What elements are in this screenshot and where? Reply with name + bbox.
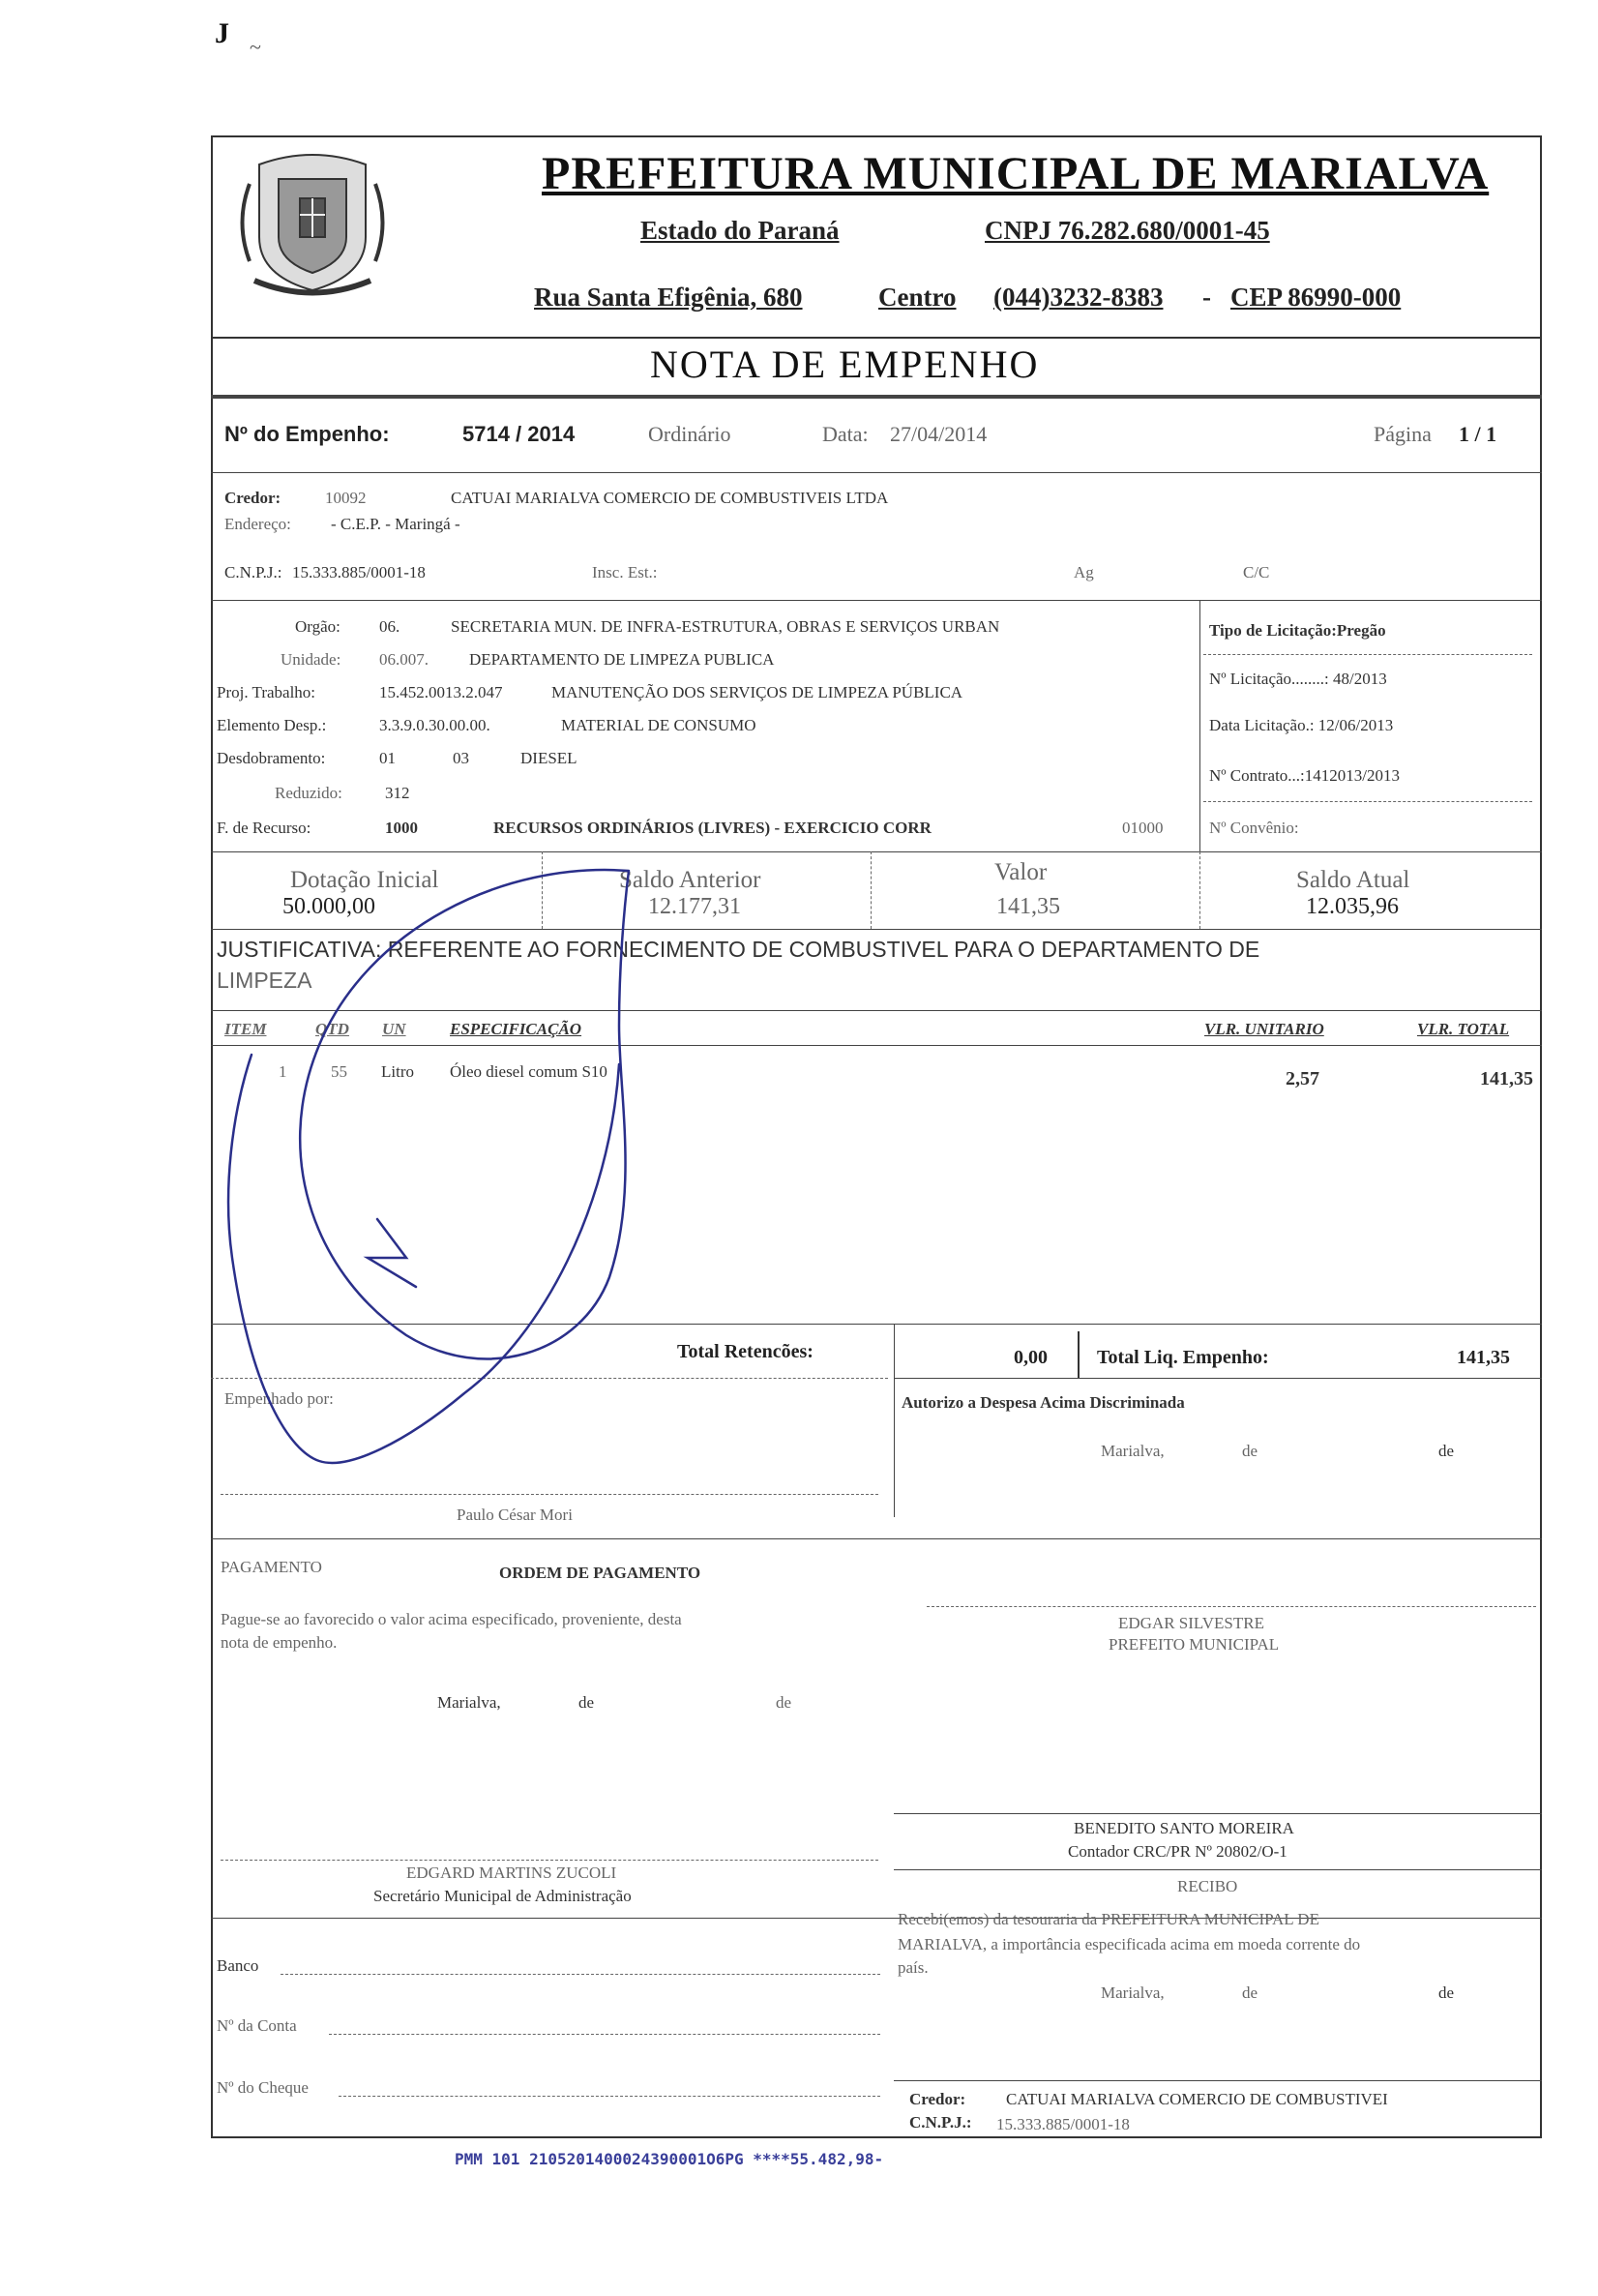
agency-label: Ag xyxy=(1074,563,1094,581)
pagamento-de1: de xyxy=(578,1693,595,1712)
state-name: Estado do Paraná xyxy=(640,216,840,245)
dotacao-value: 50.000,00 xyxy=(282,894,375,919)
divider xyxy=(1078,1331,1080,1378)
recibo-line1: Recebi(emos) da tesouraria da PREFEITURA MUNICIPAL DE xyxy=(898,1910,1319,1928)
col-vlr-total: VLR. TOTAL xyxy=(1417,1020,1510,1038)
numero-convenio: Nº Convênio: xyxy=(1209,819,1299,837)
numero-licitacao: Nº Licitação........: 48/2013 xyxy=(1209,670,1387,688)
cell-qtd: 55 xyxy=(331,1062,347,1081)
corner-mark: J xyxy=(215,17,229,49)
unidade-code: 06.007. xyxy=(379,650,429,669)
autorizo-label: Autorizo a Despesa Acima Discriminada xyxy=(902,1393,1185,1412)
prefeitura-title: PREFEITURA MUNICIPAL DE MARIALVA xyxy=(542,148,1490,199)
liq-empenho-label: Total Liq. Empenho: xyxy=(1097,1347,1269,1368)
address-label: Endereço: xyxy=(224,515,291,533)
orgao-label: Orgão: xyxy=(295,617,340,636)
divider xyxy=(894,1378,1542,1379)
col-un: UN xyxy=(382,1020,406,1038)
saldo-anterior-value: 12.177,31 xyxy=(648,894,741,919)
divider xyxy=(211,1010,1542,1011)
date-label: Data: xyxy=(822,422,869,446)
fonte-code: 1000 xyxy=(385,819,418,837)
divider xyxy=(211,851,1542,852)
separator: - xyxy=(1202,283,1211,312)
cell-un: Litro xyxy=(381,1062,414,1081)
recibo-city: Marialva, xyxy=(1101,1983,1165,2002)
tipo-licitacao: Tipo de Licitação:Pregão xyxy=(1209,621,1386,640)
recibo-de1: de xyxy=(1242,1983,1258,2002)
autorizo-city: Marialva, xyxy=(1101,1442,1165,1460)
corner-mark: ~ xyxy=(250,35,261,59)
page-label: Página xyxy=(1374,422,1432,446)
pagamento-de2: de xyxy=(776,1693,792,1712)
input-line xyxy=(329,2034,880,2035)
divider xyxy=(894,1324,895,1517)
bank-stamp: PMM 101 2105201400024390001O6PG ****55.482,98- xyxy=(455,2150,884,2168)
cep: CEP 86990-000 xyxy=(1230,283,1402,312)
valor-value: 141,35 xyxy=(996,894,1060,919)
fonte-label: F. de Recurso: xyxy=(217,819,311,837)
doc-title: NOTA DE EMPENHO xyxy=(650,343,1040,386)
autorizo-de1: de xyxy=(1242,1442,1258,1460)
recibo-de2: de xyxy=(1438,1983,1455,2002)
empenho-number-label: Nº do Empenho: xyxy=(224,422,390,446)
footer-credor-label: Credor: xyxy=(909,2090,966,2108)
conta-label: Nº da Conta xyxy=(217,2016,297,2035)
divider xyxy=(211,337,1542,339)
district: Centro xyxy=(878,283,957,312)
form-frame xyxy=(211,135,1542,2138)
contador-role: Contador CRC/PR Nº 20802/O-1 xyxy=(1068,1842,1287,1861)
reduzido-label: Reduzido: xyxy=(275,784,342,802)
elemento-label: Elemento Desp.: xyxy=(217,716,327,734)
footer-cnpj: 15.333.885/0001-18 xyxy=(996,2115,1130,2133)
fonte-extra: 01000 xyxy=(1122,819,1164,837)
cell-total-value: 141,35 xyxy=(1480,1068,1533,1089)
signature-line xyxy=(221,1494,878,1495)
orgao-name: SECRETARIA MUN. DE INFRA-ESTRUTURA, OBRAS E SERVIÇOS URBAN xyxy=(451,617,1000,636)
street-address: Rua Santa Efigênia, 680 xyxy=(534,283,803,312)
divider xyxy=(1199,851,1200,929)
prefeito-name: EDGAR SILVESTRE xyxy=(1118,1614,1264,1632)
data-licitacao: Data Licitação.: 12/06/2013 xyxy=(1209,716,1394,734)
elemento-code: 3.3.9.0.30.00.00. xyxy=(379,716,490,734)
cell-item: 1 xyxy=(279,1062,287,1081)
desdobramento-name: DIESEL xyxy=(520,749,577,767)
secretario-name: EDGARD MARTINS ZUCOLI xyxy=(406,1864,617,1882)
input-line xyxy=(339,2096,880,2097)
desdobramento-label: Desdobramento: xyxy=(217,749,326,767)
desdobramento-a: 01 xyxy=(379,749,396,767)
recibo-title: RECIBO xyxy=(1177,1877,1238,1895)
dotacao-label: Dotação Inicial xyxy=(290,867,439,893)
justificativa-line1: JUSTIFICATIVA: REFERENTE AO FORNECIMENTO DE COMBUSTIVEL PARA O DEPARTAMENTO DE xyxy=(217,937,1260,962)
divider xyxy=(894,1869,1542,1870)
retencoes-label: Total Retencões: xyxy=(677,1341,814,1362)
signature-line xyxy=(894,2080,1542,2081)
prefeito-role: PREFEITO MUNICIPAL xyxy=(1109,1635,1280,1654)
empenhado-label: Empenhado por: xyxy=(224,1389,334,1408)
input-line xyxy=(281,1974,880,1975)
credor-address: - C.E.P. - Maringá - xyxy=(331,515,460,533)
desdobramento-b: 03 xyxy=(453,749,469,767)
contador-name: BENEDITO SANTO MOREIRA xyxy=(1074,1819,1294,1837)
empenho-type: Ordinário xyxy=(648,422,731,446)
unidade-label: Unidade: xyxy=(281,650,341,669)
divider xyxy=(1203,801,1532,802)
pagamento-text1: Pague-se ao favorecido o valor acima especificado, proveniente, desta xyxy=(221,1610,682,1628)
phone: (044)3232-8383 xyxy=(993,283,1164,312)
credor-cnpj: 15.333.885/0001-18 xyxy=(292,563,426,581)
divider xyxy=(1203,654,1532,655)
pagamento-label: PAGAMENTO xyxy=(221,1558,322,1576)
signature-line xyxy=(894,1813,1542,1814)
insc-est-label: Insc. Est.: xyxy=(592,563,658,581)
empenhado-name: Paulo César Mori xyxy=(457,1506,573,1524)
proj-label: Proj. Trabalho: xyxy=(217,683,316,701)
credor-name: CATUAI MARIALVA COMERCIO DE COMBUSTIVEIS LTDA xyxy=(451,489,889,507)
banco-label: Banco xyxy=(217,1956,259,1975)
elemento-name: MATERIAL DE CONSUMO xyxy=(561,716,756,734)
cnpj-label: C.N.P.J.: xyxy=(224,563,282,581)
reduzido-code: 312 xyxy=(385,784,410,802)
account-label: C/C xyxy=(1243,563,1270,581)
signature-line xyxy=(927,1606,1536,1607)
cell-spec: Óleo diesel comum S10 xyxy=(450,1062,607,1081)
credor-label: Credor: xyxy=(224,489,281,507)
cell-unit-value: 2,57 xyxy=(1286,1068,1319,1089)
header-cnpj: CNPJ 76.282.680/0001-45 xyxy=(985,216,1270,245)
divider xyxy=(211,600,1542,601)
signature-line xyxy=(221,1860,878,1861)
col-vlr-unitario: VLR. UNITARIO xyxy=(1204,1020,1324,1038)
divider xyxy=(871,851,872,929)
col-qtd: QTD xyxy=(315,1020,349,1038)
divider xyxy=(211,1378,888,1379)
footer-credor-name: CATUAI MARIALVA COMERCIO DE COMBUSTIVEI xyxy=(1006,2090,1388,2108)
proj-name: MANUTENÇÃO DOS SERVIÇOS DE LIMPEZA PÚBLICA xyxy=(551,683,963,701)
divider xyxy=(211,472,1542,473)
autorizo-de2: de xyxy=(1438,1442,1455,1460)
divider xyxy=(542,851,543,929)
divider xyxy=(211,1918,1542,1919)
divider xyxy=(1199,600,1200,853)
proj-code: 15.452.0013.2.047 xyxy=(379,683,503,701)
saldo-atual-label: Saldo Atual xyxy=(1296,867,1410,893)
retencoes-value: 0,00 xyxy=(1014,1347,1048,1368)
divider xyxy=(211,1324,1542,1325)
empenho-date: 27/04/2014 xyxy=(890,422,988,446)
table-row xyxy=(211,1062,1542,1091)
fonte-name: RECURSOS ORDINÁRIOS (LIVRES) - EXERCICIO CORR xyxy=(493,819,932,837)
cheque-label: Nº do Cheque xyxy=(217,2078,309,2097)
liq-empenho-value: 141,35 xyxy=(1457,1347,1510,1368)
numero-contrato: Nº Contrato...:1412013/2013 xyxy=(1209,766,1400,785)
footer-cnpj-label: C.N.P.J.: xyxy=(909,2113,972,2132)
divider xyxy=(211,1538,1542,1539)
divider xyxy=(211,929,1542,930)
page-number: 1 / 1 xyxy=(1459,422,1497,446)
ordem-pagamento: ORDEM DE PAGAMENTO xyxy=(499,1564,701,1582)
pagamento-city: Marialva, xyxy=(437,1693,501,1712)
saldo-atual-value: 12.035,96 xyxy=(1306,894,1399,919)
col-especificacao: ESPECIFICAÇÃO xyxy=(450,1020,582,1038)
col-item: ITEM xyxy=(224,1020,267,1038)
divider xyxy=(211,395,1542,399)
recibo-line2: MARIALVA, a importância especificada acima em moeda corrente do xyxy=(898,1935,1361,1953)
empenho-number: 5714 / 2014 xyxy=(462,422,576,446)
coat-of-arms-logo xyxy=(230,145,395,305)
secretario-role: Secretário Municipal de Administração xyxy=(373,1887,632,1905)
divider xyxy=(211,1045,1542,1046)
valor-label: Valor xyxy=(994,859,1048,885)
orgao-code: 06. xyxy=(379,617,400,636)
justificativa-line2: LIMPEZA xyxy=(217,968,312,993)
unidade-name: DEPARTAMENTO DE LIMPEZA PUBLICA xyxy=(469,650,775,669)
credor-code: 10092 xyxy=(325,489,367,507)
recibo-line3: país. xyxy=(898,1958,929,1977)
pagamento-text2: nota de empenho. xyxy=(221,1633,338,1652)
saldo-anterior-label: Saldo Anterior xyxy=(619,867,761,893)
